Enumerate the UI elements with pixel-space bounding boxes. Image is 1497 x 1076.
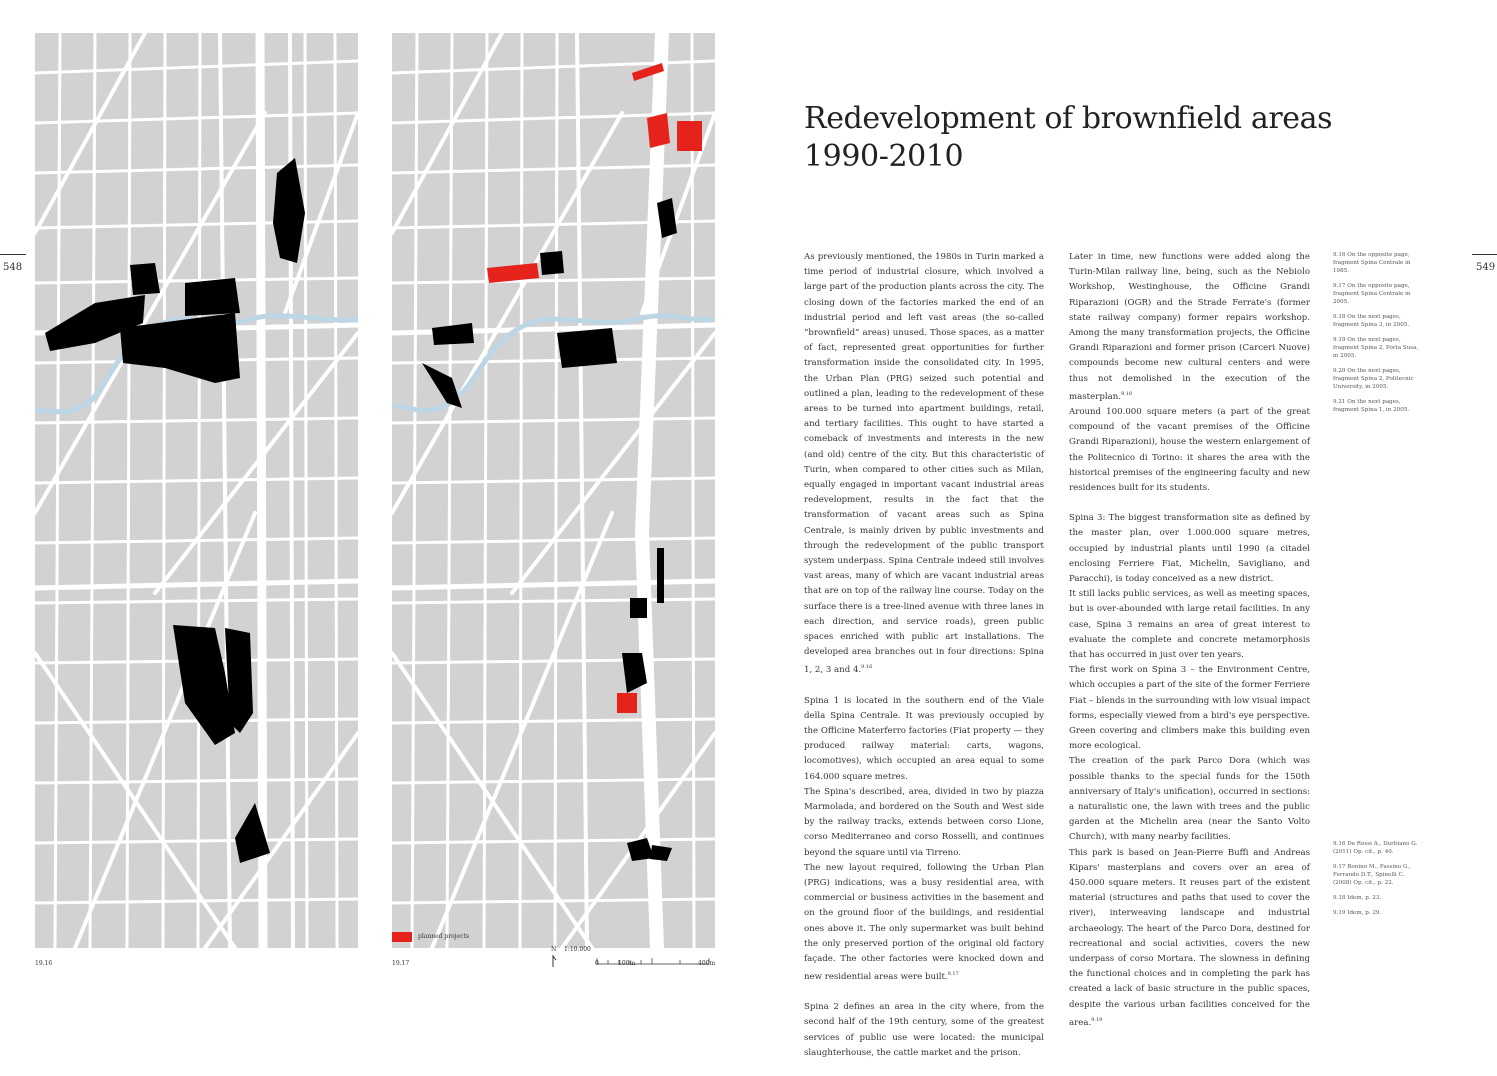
side-note: 9.17 On the opposite page, fragment Spina Centrale in 2005. xyxy=(1333,283,1411,305)
title-line-1: Redevelopment of brownfield areas xyxy=(804,101,1333,136)
paragraph-intro-text: As previously mentioned, the 1980s in Turin marked a time period of industrial closure, which involved a large part of the production plants across the city. The closing down of the factories marked the end of an industrial period and left vast areas (the so-called “brownfield” areas) unused. Those spaces, as a matter of fact, represented great opportunities for further transformation inside the consolidated city. In 1995, the Urban Plan (PRG) seized such potential and outlined a plan, leading to the redevelopment of these areas to be turned into apartment buildings, retail, and tertiary facilities. This ought to have started a comeback of investments and interests in the new (and old) centre of the city. But this characteristic of Turin, when compared to other cities such as Milan, equally engaged in important vacant industrial areas redevelopment, results in the fact that the transformation of vacant areas such as Spina Centrale, is mainly driven by public investments and through the redevelopment of the public transport system underpass. Spina Centrale indeed still involves vast areas, many of which are vacant industrial areas that are on top of the railway line course. Today on the surface there is a tree-lined avenue with three lanes in each direction, and service roads), green public spaces enriched with public art installations. The developed area branches out in four directions: Spina 1, 2, 3 and 4. xyxy=(804,252,1044,676)
side-note: 9.19 On the next pages, fragment Spina 2, Porta Susa, in 2005. xyxy=(1333,337,1419,359)
footnote: 9.17 Bonino M., Fassino G., Ferrando D.T., Spinelli C. (2008) Op. cit., p. 22. xyxy=(1333,864,1411,886)
footnote: 9.18 Idem, p. 23. xyxy=(1333,895,1382,901)
north-label: N xyxy=(551,946,557,953)
side-note: 9.20 On the next pages, fragment Spina 2, Politecnic University, in 2005. xyxy=(1333,368,1414,390)
ref-9-18: 9.18 xyxy=(1120,390,1133,397)
map-spina-1985 xyxy=(35,33,358,948)
paragraph-spina1-c-text: The new layout required, following the Urban Plan (PRG) indications, was a busy residential area, with commercial or business activities in the basement and on the ground floor of the buildings, and residential ones above it. The only supermarket was built behind the only preserved portion of the original old factory façade. The other factories were knocked down and new residential areas were built. xyxy=(804,862,1044,983)
ref-9-16: 9.16 xyxy=(861,664,873,671)
paragraph-spina3-a: Spina 3: The biggest transformation site as defined by the master plan, over 1.000.000 square metres, occupied by industrial plants until 1990 (a citadel enclosing Ferriere Fiat, Michelin, Savigliano, and Paracchi), is today conceived as a new district. xyxy=(1069,513,1310,584)
paragraph-spina1-c xyxy=(804,861,1044,985)
footnote: 9.19 Idem, p. 29. xyxy=(1333,910,1382,916)
page-title xyxy=(804,100,1332,176)
footnotes xyxy=(1333,840,1423,924)
map-spina-2005 xyxy=(392,33,715,948)
side-note: 9.16 On the opposite page, fragment Spina Centrale in 1985. xyxy=(1333,252,1411,274)
paragraph-railway-text: Later in time, new functions were added along the Turin-Milan railway line, being, such as the Nebiolo Workshop, Westinghouse, the Officine Grandi Riparazioni (OGR) and the Strade Ferrate's (former state railway company) former repairs workshop. Among the many transformation projects, the Officine Grandi Riparazioni and former prison (Carceri Nuove) compounds become new cultural centers and were thus not demolished in the execution of the masterplan. xyxy=(1069,252,1310,402)
caption-right: 19.17 xyxy=(392,960,410,967)
footnote: 9.16 De Rossi A., Durbiano G. (2011) Op. cit., p. 40. xyxy=(1333,841,1418,855)
paragraph-spina1-b: The Spina's described, area, divided in two by piazza Marmolada, and bordered on the South and West side by the railway tracks, extends between corso Lione, corso Mediterraneo and corso Rosselli, and continues beyond the square until via Tirreno. xyxy=(804,786,1044,858)
scale-tick-400: 400m xyxy=(698,960,716,967)
paragraph-parco-dora-masterplan-text: This park is based on Jean-Pierre Buffi and Andreas Kipars' masterplans and covers over an area of 450.000 square meters. It reuses part of the existent material (structures and paths that used to cover the river), interweaving landscape and industrial archaeology. The heart of the Parco Dora, destined for recreational and social activities, covers the new underpass of corso Mortara. The slowness in defining the functional choices and in completing the park has created a lack of basic structure in the public spaces, despite the various urban facilities conceived for the area. xyxy=(1069,847,1310,1028)
legend-swatch-planned xyxy=(392,932,412,942)
paragraph-parco-dora: The creation of the park Parco Dora (which was possible thanks to the special funds for the 150th anniversary of Italy's unification), occurred in sections: a naturalistic one, the lawn with trees and the public garden at the Michelin area (near the Santo Volto Church), with many nearby facilities. xyxy=(1069,756,1311,843)
paragraph-politecnico: Around 100.000 square meters (a part of the great compound of the vacant premises of the Officine Grandi Riparazioni), house the western enlargement of the Politecnico di Torino: it shares the area with the historical premises of the engineering faculty and new residences built for its students. xyxy=(1069,406,1310,493)
paragraph-parco-dora-masterplan xyxy=(1069,846,1310,1031)
text-column-2 xyxy=(1069,250,1310,1031)
caption-left: 19.16 xyxy=(35,960,53,967)
scale-ratio: 1:10.000 xyxy=(564,946,591,953)
scale-tick-0: 0 xyxy=(595,960,599,967)
paragraph-intro xyxy=(804,250,1044,679)
side-note: 9.18 On the next pages, fragment Spina 3, in 2005. xyxy=(1333,314,1410,328)
page-number-left: 548 xyxy=(3,262,23,273)
side-notes xyxy=(1333,251,1423,421)
map-spina-2005-drawing xyxy=(392,33,715,948)
page-rule-left xyxy=(0,254,26,255)
paragraph-railway xyxy=(1069,250,1310,405)
paragraph-spina2: Spina 2 defines an area in the city where, from the second half of the 19th century, some of the greatest services of public use were located: the municipal slaughterhouse, the cattle market and the prison. xyxy=(804,1002,1044,1058)
paragraph-spina1-a: Spina 1 is located in the southern end of the Viale della Spina Centrale. It was previously occupied by the Officine Materferro factories (Fiat property — they produced railway material: carts, wagons, locomotives), which occupied an area equal to some 164.000 square metres. xyxy=(804,695,1044,782)
page-number-right: 549 xyxy=(1476,262,1496,273)
paragraph-spina3-c: The first work on Spina 3 – the Environment Centre, which occupies a part of the site of the former Ferriere Fiat – blends in the surrounding with low visual impact forms, especially viewed from a bird's eye perspective. Green covering and climbers make this building even more ecological. xyxy=(1069,665,1310,752)
text-column-1 xyxy=(804,250,1044,1076)
ref-9-17: 9.17 xyxy=(947,971,959,978)
title-line-2: 1990-2010 xyxy=(804,139,964,174)
ref-9-19: 9.19 xyxy=(1091,1016,1103,1023)
paragraph-spina3-b: It still lacks public services, as well as meeting spaces, but is over-abounded with large retail facilities. In any case, Spina 3 remains an area of great interest to evaluate the complete and concrete metamorphosis that has occurred in just over ten years. xyxy=(1069,589,1310,660)
page-rule-right xyxy=(1472,254,1497,255)
side-note: 9.21 On the next pages, fragment Spina 1, in 2005. xyxy=(1333,399,1410,413)
map-spina-1985-drawing xyxy=(35,33,358,948)
scale-tick-100: 100m xyxy=(618,960,636,967)
legend-label: planned projects xyxy=(418,933,469,940)
